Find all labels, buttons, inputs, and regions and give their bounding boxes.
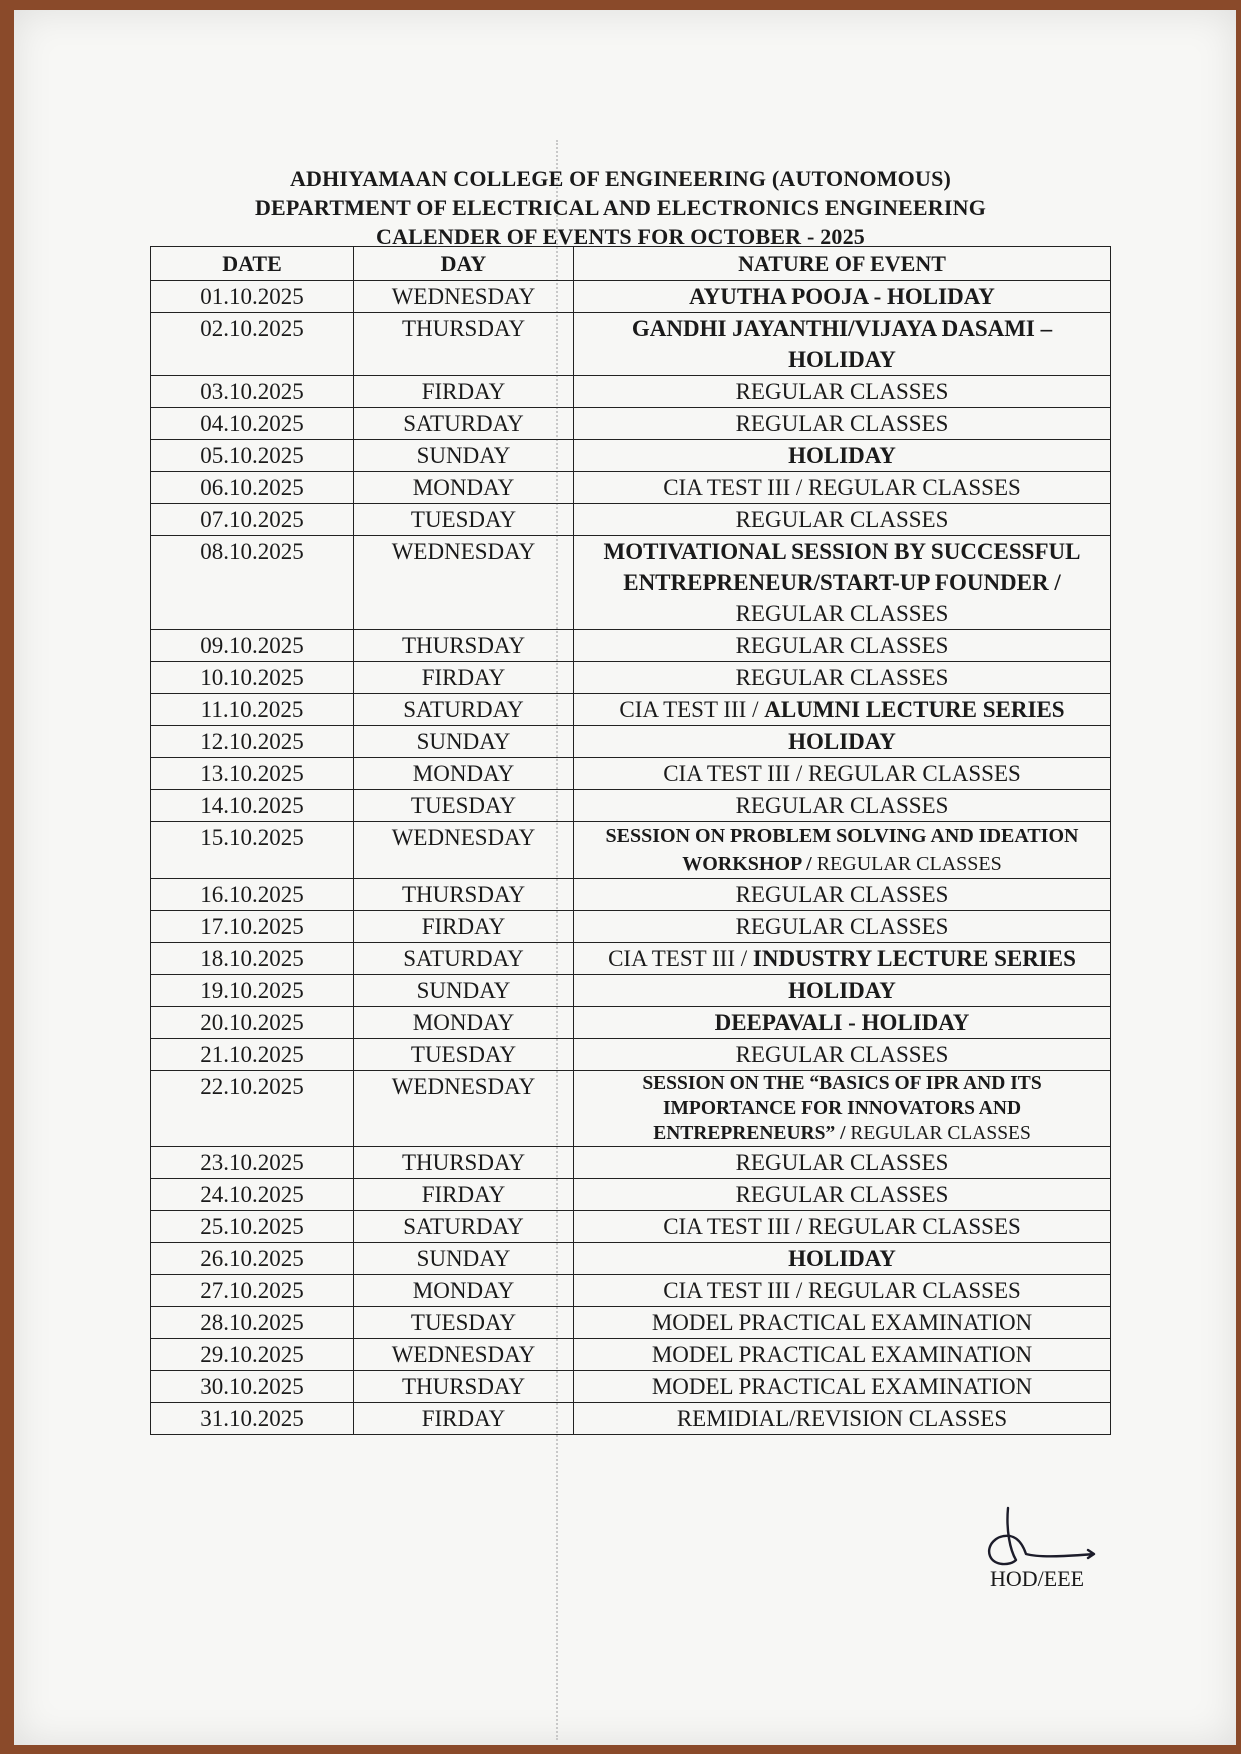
event-text: REGULAR CLASSES xyxy=(735,601,949,626)
event-text: CIA TEST III / REGULAR CLASSES xyxy=(663,761,1021,786)
event-description xyxy=(574,1339,1111,1371)
event-date: 31.10.2025 xyxy=(151,1403,354,1435)
event-text: REGULAR CLASSES xyxy=(735,665,949,690)
event-day: SATURDAY xyxy=(354,694,574,726)
event-description xyxy=(574,790,1111,822)
column-header-day: DAY xyxy=(354,247,574,281)
table-row xyxy=(151,975,1111,1007)
event-description xyxy=(574,1371,1111,1403)
event-date: 02.10.2025 xyxy=(151,313,354,376)
document-header xyxy=(0,164,1241,251)
events-table-body xyxy=(151,281,1111,1435)
events-table xyxy=(150,246,1111,1435)
event-description xyxy=(574,281,1111,313)
event-day: TUESDAY xyxy=(354,1307,574,1339)
event-date: 06.10.2025 xyxy=(151,472,354,504)
event-description xyxy=(574,911,1111,943)
event-day: FIRDAY xyxy=(354,1179,574,1211)
event-date: 12.10.2025 xyxy=(151,726,354,758)
event-description xyxy=(574,1007,1111,1039)
table-row xyxy=(151,694,1111,726)
event-text: REGULAR CLASSES xyxy=(735,379,949,404)
event-text: MODEL PRACTICAL EXAMINATION xyxy=(651,1374,1033,1399)
table-row xyxy=(151,504,1111,536)
event-date: 25.10.2025 xyxy=(151,1211,354,1243)
event-date: 23.10.2025 xyxy=(151,1147,354,1179)
event-day: WEDNESDAY xyxy=(354,1339,574,1371)
event-text: CIA TEST III / xyxy=(608,946,753,971)
event-day: THURSDAY xyxy=(354,879,574,911)
event-day: SUNDAY xyxy=(354,1243,574,1275)
department-name: DEPARTMENT OF ELECTRICAL AND ELECTRONICS ENGINEERING xyxy=(254,195,987,220)
table-row xyxy=(151,440,1111,472)
event-date: 28.10.2025 xyxy=(151,1307,354,1339)
college-name: ADHIYAMAAN COLLEGE OF ENGINEERING (AUTONOMOUS) xyxy=(289,166,952,191)
event-description xyxy=(574,1307,1111,1339)
event-date: 05.10.2025 xyxy=(151,440,354,472)
event-description xyxy=(574,313,1111,376)
table-row xyxy=(151,1147,1111,1179)
event-text: REMIDIAL/REVISION CLASSES xyxy=(676,1406,1008,1431)
table-row xyxy=(151,408,1111,440)
table-row xyxy=(151,1371,1111,1403)
event-description xyxy=(574,1071,1111,1147)
table-row xyxy=(151,376,1111,408)
table-row xyxy=(151,1243,1111,1275)
table-row xyxy=(151,726,1111,758)
event-description xyxy=(574,1403,1111,1435)
event-description xyxy=(574,1243,1111,1275)
event-date: 30.10.2025 xyxy=(151,1371,354,1403)
event-text: REGULAR CLASSES xyxy=(735,1150,949,1175)
event-date: 17.10.2025 xyxy=(151,911,354,943)
document-title: CALENDER OF EVENTS FOR OCTOBER - 2025 xyxy=(375,224,865,249)
event-date: 07.10.2025 xyxy=(151,504,354,536)
event-date: 10.10.2025 xyxy=(151,662,354,694)
event-day: WEDNESDAY xyxy=(354,281,574,313)
event-description xyxy=(574,440,1111,472)
table-row xyxy=(151,1339,1111,1371)
event-date: 27.10.2025 xyxy=(151,1275,354,1307)
table-row xyxy=(151,911,1111,943)
table-row xyxy=(151,1007,1111,1039)
event-day: SUNDAY xyxy=(354,440,574,472)
event-text-bold: HOLIDAY xyxy=(788,978,896,1003)
event-date: 22.10.2025 xyxy=(151,1071,354,1147)
event-date: 11.10.2025 xyxy=(151,694,354,726)
event-description xyxy=(574,943,1111,975)
event-description xyxy=(574,1275,1111,1307)
event-date: 29.10.2025 xyxy=(151,1339,354,1371)
event-day: THURSDAY xyxy=(354,313,574,376)
event-date: 01.10.2025 xyxy=(151,281,354,313)
table-row xyxy=(151,879,1111,911)
table-row xyxy=(151,1307,1111,1339)
event-text: MODEL PRACTICAL EXAMINATION xyxy=(651,1342,1033,1367)
event-description xyxy=(574,630,1111,662)
event-day: SATURDAY xyxy=(354,1211,574,1243)
event-day: MONDAY xyxy=(354,1007,574,1039)
event-description xyxy=(574,504,1111,536)
event-day: THURSDAY xyxy=(354,1371,574,1403)
table-row xyxy=(151,472,1111,504)
event-date: 26.10.2025 xyxy=(151,1243,354,1275)
event-date: 18.10.2025 xyxy=(151,943,354,975)
event-day: TUESDAY xyxy=(354,790,574,822)
event-day: THURSDAY xyxy=(354,630,574,662)
event-day: FIRDAY xyxy=(354,662,574,694)
event-text: REGULAR CLASSES xyxy=(735,1042,949,1067)
event-day: FIRDAY xyxy=(354,911,574,943)
event-description xyxy=(574,879,1111,911)
table-row xyxy=(151,758,1111,790)
event-text: CIA TEST III / REGULAR CLASSES xyxy=(663,475,1021,500)
table-row xyxy=(151,790,1111,822)
event-text: REGULAR CLASSES xyxy=(735,633,949,658)
event-description xyxy=(574,758,1111,790)
event-day: SATURDAY xyxy=(354,408,574,440)
table-row xyxy=(151,313,1111,376)
event-text: CIA TEST III / REGULAR CLASSES xyxy=(663,1278,1021,1303)
event-description xyxy=(574,1179,1111,1211)
event-text: MODEL PRACTICAL EXAMINATION xyxy=(651,1310,1033,1335)
event-text-bold: ALUMNI LECTURE SERIES xyxy=(764,697,1065,722)
event-date: 03.10.2025 xyxy=(151,376,354,408)
event-date: 16.10.2025 xyxy=(151,879,354,911)
event-description xyxy=(574,726,1111,758)
table-row xyxy=(151,1071,1111,1147)
event-day: THURSDAY xyxy=(354,1147,574,1179)
event-date: 04.10.2025 xyxy=(151,408,354,440)
event-description xyxy=(574,1211,1111,1243)
event-date: 21.10.2025 xyxy=(151,1039,354,1071)
event-date: 15.10.2025 xyxy=(151,822,354,879)
event-text-bold: SESSION ON PROBLEM SOLVING AND IDEATION WORKSHOP / xyxy=(605,825,1079,875)
event-text-bold: INDUSTRY LECTURE SERIES xyxy=(752,946,1076,971)
table-row xyxy=(151,1403,1111,1435)
event-date: 20.10.2025 xyxy=(151,1007,354,1039)
table-row xyxy=(151,1275,1111,1307)
event-text: REGULAR CLASSES xyxy=(850,1123,1031,1144)
event-day: SUNDAY xyxy=(354,726,574,758)
event-description xyxy=(574,975,1111,1007)
event-day: WEDNESDAY xyxy=(354,1071,574,1147)
event-day: WEDNESDAY xyxy=(354,536,574,630)
event-description xyxy=(574,662,1111,694)
signatory-designation: HOD/EEE xyxy=(990,1566,1085,1591)
table-row xyxy=(151,943,1111,975)
event-text: REGULAR CLASSES xyxy=(735,1182,949,1207)
event-text-bold: HOLIDAY xyxy=(788,729,896,754)
event-day: MONDAY xyxy=(354,758,574,790)
event-description xyxy=(574,1147,1111,1179)
column-header-event: NATURE OF EVENT xyxy=(574,247,1111,281)
event-text: REGULAR CLASSES xyxy=(735,793,949,818)
event-day: TUESDAY xyxy=(354,504,574,536)
table-row xyxy=(151,662,1111,694)
event-date: 08.10.2025 xyxy=(151,536,354,630)
table-row xyxy=(151,630,1111,662)
table-row xyxy=(151,281,1111,313)
event-text: REGULAR CLASSES xyxy=(735,882,949,907)
event-date: 13.10.2025 xyxy=(151,758,354,790)
event-day: FIRDAY xyxy=(354,1403,574,1435)
event-description xyxy=(574,408,1111,440)
event-description xyxy=(574,822,1111,879)
event-day: MONDAY xyxy=(354,472,574,504)
event-text-bold: GANDHI JAYANTHI/VIJAYA DASAMI – HOLIDAY xyxy=(631,316,1053,372)
event-description xyxy=(574,536,1111,630)
event-text: CIA TEST III / xyxy=(619,697,765,722)
table-row xyxy=(151,822,1111,879)
event-description xyxy=(574,472,1111,504)
event-day: FIRDAY xyxy=(354,376,574,408)
event-text-bold: SESSION ON THE “BASICS OF IPR AND ITS IMPORTANCE FOR INNOVATORS AND ENTREPRENEURS” / xyxy=(642,1073,1042,1144)
table-row xyxy=(151,1179,1111,1211)
event-text: REGULAR CLASSES xyxy=(735,914,949,939)
event-text: REGULAR CLASSES xyxy=(816,853,1002,875)
event-text-bold: MOTIVATIONAL SESSION BY SUCCESSFUL ENTREPRENEUR/START-UP FOUNDER / xyxy=(603,539,1081,595)
column-header-date: DATE xyxy=(151,247,354,281)
event-day: TUESDAY xyxy=(354,1039,574,1071)
event-text-bold: DEEPAVALI - HOLIDAY xyxy=(714,1010,970,1035)
table-header-row xyxy=(151,247,1111,281)
table-row xyxy=(151,536,1111,630)
table-row xyxy=(151,1211,1111,1243)
event-date: 09.10.2025 xyxy=(151,630,354,662)
event-date: 19.10.2025 xyxy=(151,975,354,1007)
event-text: REGULAR CLASSES xyxy=(735,411,949,436)
event-text-bold: HOLIDAY xyxy=(788,443,896,468)
event-date: 24.10.2025 xyxy=(151,1179,354,1211)
event-text: CIA TEST III / REGULAR CLASSES xyxy=(663,1214,1021,1239)
event-text: REGULAR CLASSES xyxy=(735,507,949,532)
event-text-bold: AYUTHA POOJA - HOLIDAY xyxy=(689,284,995,309)
event-description xyxy=(574,376,1111,408)
event-day: MONDAY xyxy=(354,1275,574,1307)
table-row xyxy=(151,1039,1111,1071)
event-description xyxy=(574,1039,1111,1071)
event-text-bold: HOLIDAY xyxy=(788,1246,896,1271)
event-day: SUNDAY xyxy=(354,975,574,1007)
event-description xyxy=(574,694,1111,726)
event-day: WEDNESDAY xyxy=(354,822,574,879)
event-date: 14.10.2025 xyxy=(151,790,354,822)
event-day: SATURDAY xyxy=(354,943,574,975)
